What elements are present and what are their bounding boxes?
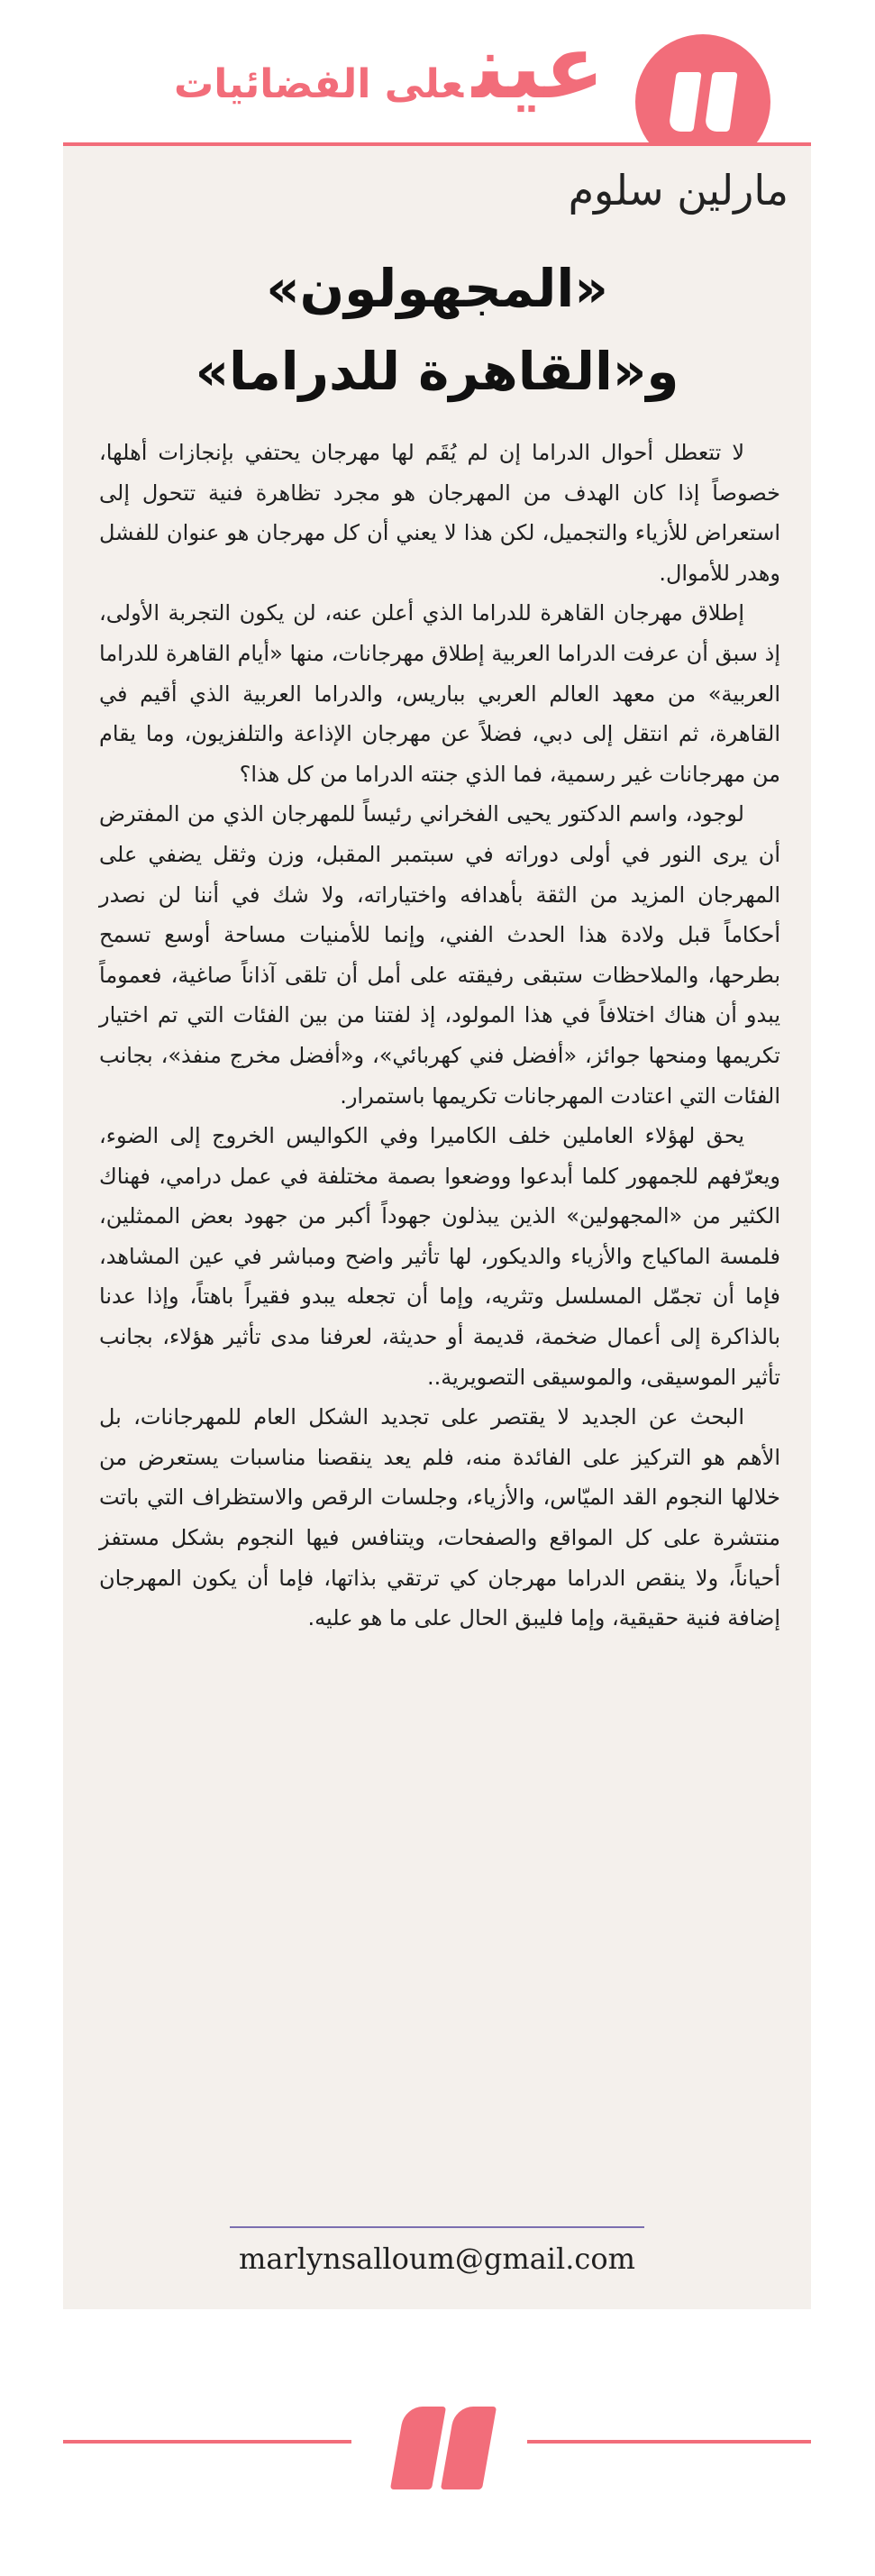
closing-quote-mark-right — [441, 2407, 497, 2489]
article-headline — [63, 247, 811, 413]
author-name: مارلين سلوم — [568, 166, 788, 215]
author-email: marlynsalloum@gmail.com — [239, 2242, 635, 2276]
article-body — [99, 433, 780, 1639]
headline-line-2: و«القاهرة للدراما» — [195, 341, 679, 402]
article-panel — [63, 146, 811, 2309]
footer-divider-right — [527, 2440, 811, 2444]
footer-divider-left — [63, 2440, 351, 2444]
closing-quote-mark-left — [390, 2407, 446, 2489]
email-divider — [230, 2226, 644, 2228]
column-title — [174, 16, 605, 119]
paragraph-4: يحق لهؤلاء العاملين خلف الكاميرا وفي الكواليس الخروج إلى الضوء، ويعرّفهم للجمهور كلما أبدعوا ووضعوا بصمة مختلفة في عمل درامي، فهناك الكثير من «المجهولين» الذين يبذلون جهوداً أكبر من جهود بعض الممثلين، فلمسة الماكياج والأزياء والديكور، لها تأثير واضح ومباشر في عين المشاهد، فإما أن تجمّل المسلسل وتثريه، وإما أن تجعله يبدو فقيراً باهتاً، وإذا عدنا بالذاكرة إلى أعمال ضخمة، قديمة أو حديثة، لعرفنا مدى تأثير هؤلاء، بجانب تأثير الموسيقى، والموسيقى التصويرية.. — [99, 1123, 780, 1390]
headline-line-1: «المجهولون» — [266, 258, 608, 319]
closing-quote-icon — [389, 2407, 497, 2492]
quote-mark-right — [704, 72, 737, 132]
column-header — [0, 0, 875, 153]
quote-mark-left — [668, 72, 701, 132]
paragraph-5: البحث عن الجديد لا يقتصر على تجديد الشكل العام للمهرجانات، بل الأهم هو التركيز على الفائدة منه، فلم يعد ينقصنا مناسبات يستعرض من خلالها النجوم القد الميّاس، والأزياء، وجلسات الرقص والاستظراف التي باتت منتشرة على كل المواقع والصفحات، ويتنافس فيها النجوم بشكل مستفز أحياناً، ولا ينقص الدراما مهرجان كي ترتقي بذاتها، فإما أن يكون المهرجان إضافة فنية حقيقية، وإما فليبق الحال على ما هو عليه. — [99, 1404, 780, 1631]
paragraph-2: إطلاق مهرجان القاهرة للدراما الذي أعلن عنه، لن يكون التجربة الأولى، إذ سبق أن عرفت الدراما العربية إطلاق مهرجانات، منها «أيام القاهرة للدراما العربية» من معهد العالم العربي بباريس، والدراما العربية الذي أقيم في القاهرة، ثم انتقل إلى دبي، فضلاً عن مهرجان الإذاعة والتلفزيون، وما يقام من مهرجانات غير رسمية، فما الذي جنته الدراما من كل هذا؟ — [99, 600, 780, 787]
paragraph-1: لا تتعطل أحوال الدراما إن لم يُقَم لها مهرجان يحتفي بإنجازات أهلها، خصوصاً إذا كان الهدف من المهرجان هو مجرد تظاهرة فنية تتحول إلى استعراض للأزياء والتجميل، لكن هذا لا يعني أن كل مهرجان هو عنوان للفشل وهدر للأموال. — [99, 440, 780, 586]
column-title-sub: على الفضائيات — [174, 61, 464, 107]
paragraph-3: لوجود، واسم الدكتور يحيى الفخراني رئيساً للمهرجان الذي من المفترض أن يرى النور في أولى دوراته في سبتمبر المقبل، وزن وثقل يضفي على المهرجان المزيد من الثقة بأهدافه واختياراته، ولا شك في أننا لن نصدر أحكاماً قبل ولادة هذا الحدث الفني، وإنما للأمنيات مساحة أوسع تسمح بطرحها، والملاحظات ستبقى رفيقته على أمل أن تلقى آذاناً صاغية، فعموماً يبدو أن هناك اختلافاً في هذا المولود، إذ لفتنا من بين الفئات التي تم اختيار تكريمها ومنحها جوائز، «أفضل فني كهربائي»، و«أفضل مخرج منفذ»، بجانب الفئات التي اعتادت المهرجانات تكريمها باستمرار. — [99, 801, 780, 1109]
column-title-main: عين — [472, 16, 605, 119]
